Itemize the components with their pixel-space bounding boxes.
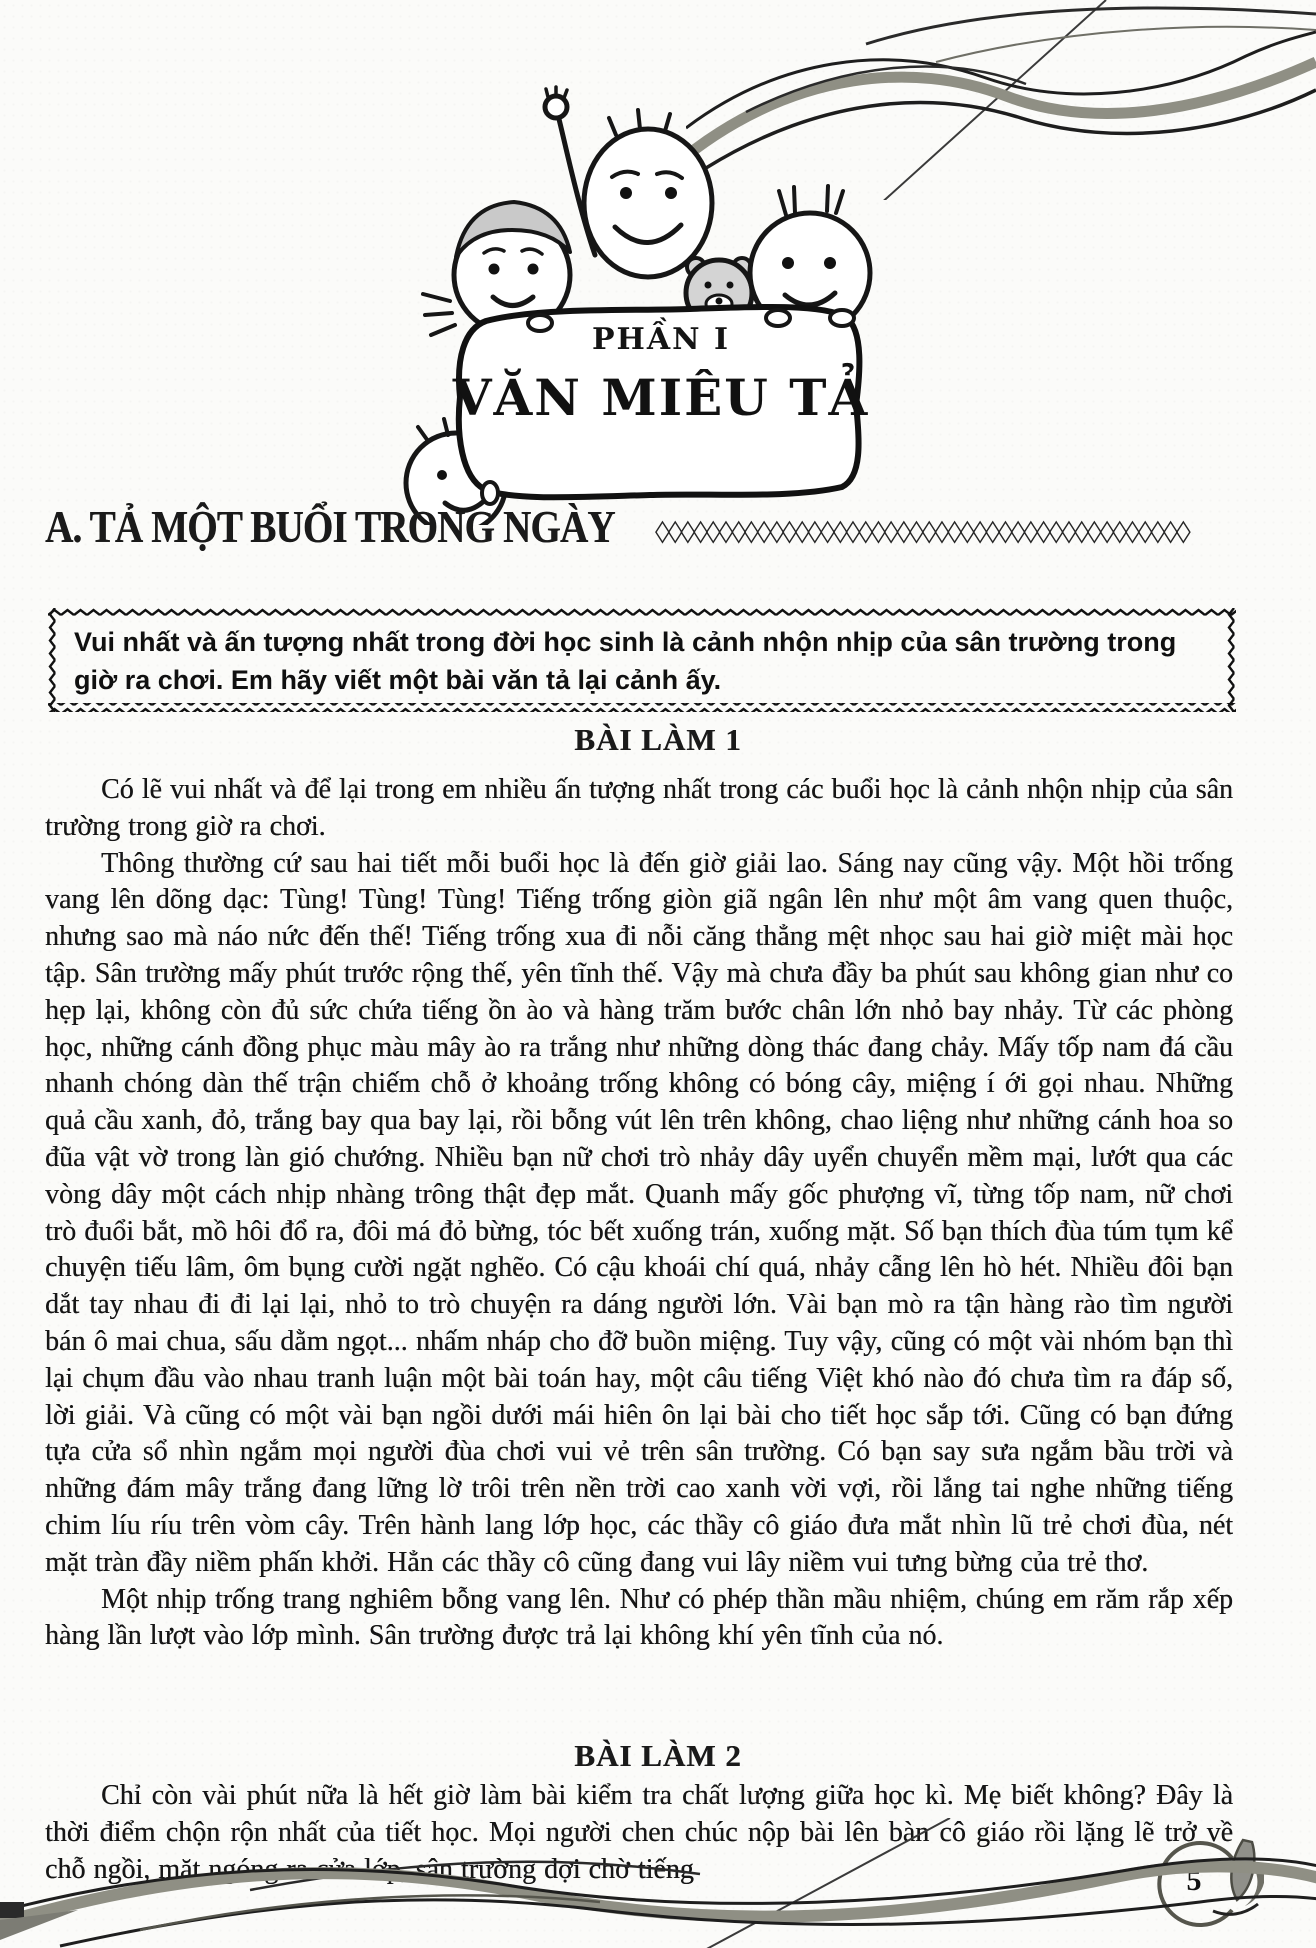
children-illustration: [390, 85, 1050, 525]
essay-paragraph: Thông thường cứ sau hai tiết mỗi buổi học là đến giờ giải lao. Sáng nay cũng vậy. Một hồi trống vang lên dõng dạc: Tùng! Tùng! Tùng! Tiếng trống giòn giã ngân lên như một âm vang quen thuộc, nhưng sao mà náo nức đến thế! Tiếng trống xua đi nỗi căng thẳng mệt nhọc sau hai giờ miệt mài học tập. Sân trường mấy phút trước rộng thế, yên tĩnh thế. Vậy mà chưa đầy ba phút sau không gian như co hẹp lại, không còn đủ sức chứa tiếng ồn ào và hàng trăm bước chân lớn nhỏ bay nhảy. Từ các phòng học, những cánh đồng phục màu mây ào ra trắng như những dòng thác đang chảy. Mấy tốp nam đá cầu nhanh chóng dàn thế trận chiếm chỗ ở khoảng trống không có bóng cây, miệng í ới gọi nhau. Những quả cầu xanh, đỏ, trắng bay qua bay lại, rồi bỗng vút lên trên không, chao liệng như những cánh hoa so đũa vật vờ trong làn gió chướng. Nhiều bạn nữ chơi trò nhảy dây uyển chuyển mềm mại, lướt qua các vòng dây một cách nhịp nhàng trông thật đẹp mắt. Quanh mấy gốc phượng vĩ, từng tốp nam, nữ chơi trò đuổi bắt, mồ hôi đổ ra, đôi má đỏ bừng, tóc bết xuống trán, xuống mặt. Số bạn thích đùa túm tụm kể chuyện tiếu lâm, ôm bụng cười ngặt nghẽo. Có cậu khoái chí quá, nhảy cẫng lên hò hét. Nhiều đôi bạn dắt tay nhau đi đi lại lại, nhỏ to trò chuyện ra dáng người lớn. Vài bạn mò ra tận hàng rào tìm người bán ô mai chua, sấu dằm ngọt... nhấm nháp cho đỡ buồn miệng. Tuy vậy, cũng có một vài nhóm bạn thì lại chụm đầu vào nhau tranh luận một bài toán hay, một câu tiếng Việt khó nào đó chưa tìm ra đáp số, lời giải. Và cũng có một vài bạn ngồi dưới mái hiên ôn lại bài cho tiết học sắp tới. Cũng có bạn đứng tựa cửa sổ nhìn ngắm mọi người đùa chơi vui vẻ trên sân trường. Có bạn say sưa ngắm bầu trời và những đám mây trắng đang lững lờ trôi trên nền trời cao xanh vời vợi, rồi lắng tai nghe những tiếng chim líu ríu trên vòm cây. Trên hành lang lớp học, các thầy cô giáo đưa mắt nhìn lũ trẻ chơi đùa, nét mặt tràn đầy niềm phấn khởi. Hẳn các thầy cô cũng đang vui lây niềm vui tưng bừng của trẻ thơ.: [45, 847, 1233, 1578]
bottom-wave-decoration: [0, 1818, 1316, 1948]
children-banner-drawing: [390, 85, 1050, 525]
essay-paragraph: Chỉ còn vài phút nữa là hết giờ làm bài kiểm tra chất lượng giữa học kì. Mẹ biết không? Đây là thời điểm chộn rộn nhất của tiết học. Mọi người chen chúc nộp bài lên bàn cô giáo rồi lặng lẽ trở về chỗ ngồi, mặt ngóng ra cửa lớp, sân trường đợi chờ tiếng: [45, 1780, 1233, 1885]
essay2-title: BÀI LÀM 2: [574, 1738, 742, 1773]
part-title: VĂN MIÊU TẢ: [452, 368, 870, 427]
part-label: PHẦN I: [591, 322, 731, 357]
essay1-title: BÀI LÀM 1: [574, 722, 742, 757]
diamond-chain-decoration: ◊◊◊◊◊◊◊◊◊◊◊◊◊◊◊◊◊◊◊◊◊◊◊◊◊◊◊◊◊◊◊◊◊◊◊◊◊◊◊◊◊◊: [655, 518, 1189, 545]
essay-prompt-box: [48, 608, 1236, 712]
section-heading-text: A. TẢ MỘT BUỔI TRONG NGÀY: [45, 501, 615, 552]
essay-paragraph: Một nhịp trống trang nghiêm bỗng vang lên. Như có phép thần mầu nhiệm, chúng em răm rắp xếp hàng lần lượt vào lớp mình. Sân trường được trả lại không khí yên tĩnh của nó.: [45, 1583, 1233, 1652]
essay-paragraph: Có lẽ vui nhất và để lại trong em nhiều ấn tượng nhất trong các buổi học là cảnh nhộn nhịp của sân trường trong giờ ra chơi.: [45, 774, 1233, 842]
essay1-body: [45, 772, 1233, 1710]
page-number: 5: [1186, 1864, 1202, 1897]
boy-head: [584, 129, 712, 277]
section-heading: [45, 500, 1275, 564]
essay-prompt-text: Vui nhất và ấn tượng nhất trong đời học sinh là cảnh nhộn nhịp của sân trường trong giờ ra chơi. Em hãy viết một bài văn tả lại cảnh ấy.: [74, 627, 1177, 695]
